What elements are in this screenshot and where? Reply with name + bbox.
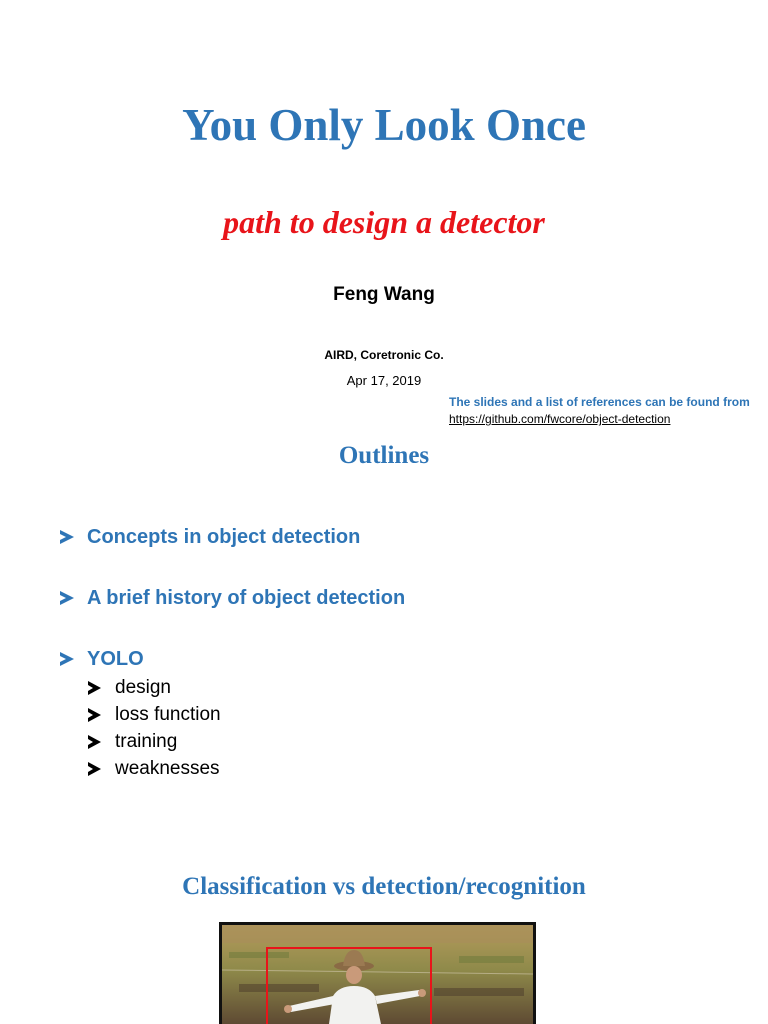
outline-subitem [88,676,171,700]
detection-example-photo [219,922,536,1024]
outline-subitem [88,730,177,754]
presentation-date: Apr 17, 2019 [346,373,422,388]
outline-item [60,524,360,550]
outline-subitem-label: weaknesses [115,758,220,779]
outline-item-label: A brief history of object detection [87,587,406,609]
arrow-bullet-icon [88,735,101,749]
reference-link[interactable]: https://github.com/fwcore/object-detection [449,412,671,426]
author-name: Feng Wang [333,284,435,305]
slide-subtitle: path to design a detector [223,204,545,240]
outline-subitem [88,703,221,727]
outline-subitem [88,757,220,781]
outline-item-label: Concepts in object detection [87,526,361,548]
outlines-heading: Outlines [338,442,430,469]
outline-subitem-label: training [115,731,178,752]
detection-photo-illustration [219,922,536,1024]
arrow-bullet-icon [60,652,74,666]
outline-subitem-label: design [115,677,171,698]
reference-note: The slides and a list of references can be found from [449,395,750,409]
section-heading: Classification vs detection/recognition [182,873,586,900]
outline-item [60,646,144,672]
arrow-bullet-icon [88,708,101,722]
arrow-bullet-icon [88,762,101,776]
arrow-bullet-icon [60,530,74,544]
outline-item [60,585,405,611]
outline-subitem-label: loss function [115,704,221,725]
arrow-bullet-icon [88,681,101,695]
arrow-bullet-icon [60,591,74,605]
slide-title: You Only Look Once [182,100,586,150]
field-horizon [222,925,533,943]
affiliation: AIRD, Coretronic Co. [324,348,444,362]
outline-item-label: YOLO [87,648,144,670]
